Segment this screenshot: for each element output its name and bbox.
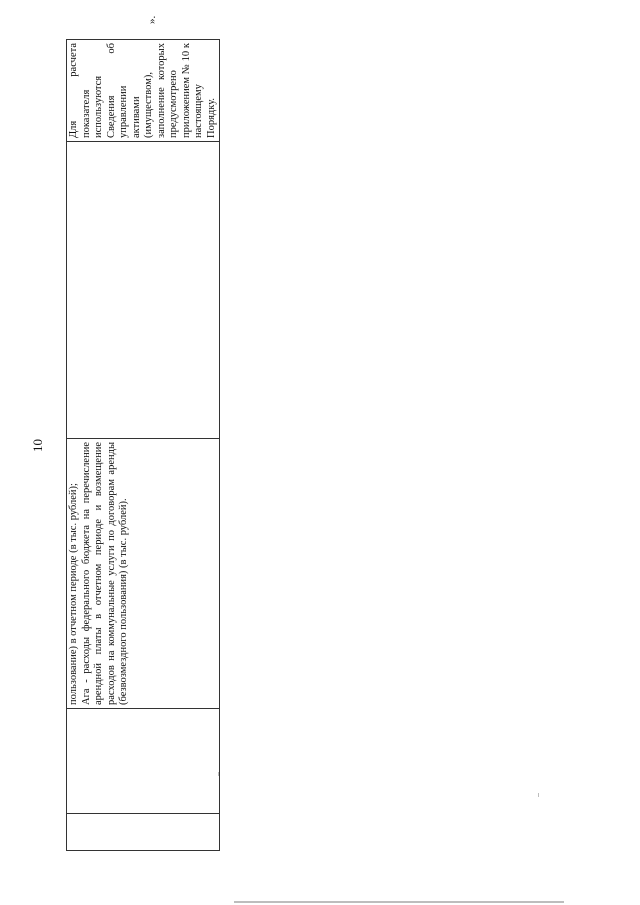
table-cell-empty-2	[67, 709, 220, 814]
scan-artifact-mark	[538, 793, 539, 797]
table-cell-calculation-note	[67, 40, 220, 142]
rotated-page-content	[66, 41, 217, 851]
table-cell-formula-description	[67, 439, 220, 709]
page-number: 10	[30, 439, 45, 452]
description-text-2: Ага - расходы федерального бюджета на перечисление арендной платы в отчетном периоде и возмещение расходов на коммунальные услуги по договорам аренды (безвозмездного пользования) (в тыс. рублей).	[80, 442, 129, 705]
description-text-1: пользование) в отчетном периоде (в тыс. рублей);	[68, 483, 79, 705]
closing-quote-mark: ».	[146, 15, 158, 24]
document-table	[66, 39, 220, 851]
scan-artifact-mark	[218, 772, 219, 776]
table-cell-empty-1	[67, 814, 220, 851]
table-cell-empty-3	[67, 142, 220, 439]
table-row	[67, 40, 220, 851]
scan-artifact-line	[234, 901, 564, 903]
calculation-note-text: Для расчета показателя используются Сведения об управлении активами (имуществом), заполнение которых предусмотрено приложением № 10 к настоящему Порядку.	[68, 43, 217, 138]
